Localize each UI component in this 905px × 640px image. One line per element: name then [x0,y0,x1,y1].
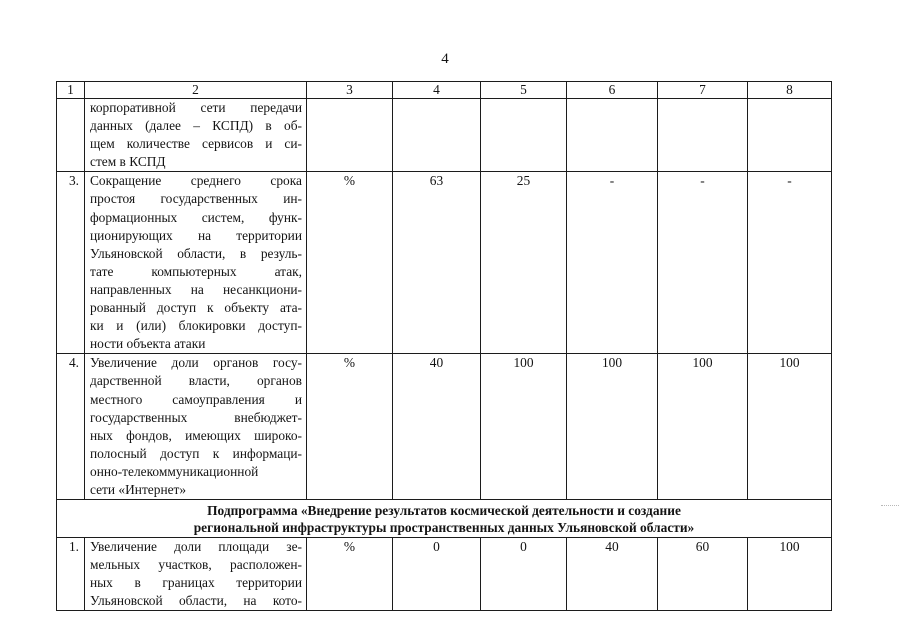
indicator-text-line: дарственной власти, органов [90,373,302,389]
value-cell: - [658,172,748,354]
value-cell [658,99,748,172]
row-number: 1. [57,538,85,611]
value-cell [481,99,567,172]
indicator-text-line: государственных внебюджет- [90,409,302,425]
indicator-text-line: Увеличение доли органов госу- [90,355,302,371]
indicator-text-line: направленных на несанкциони- [90,281,302,297]
column-number-7: 7 [658,82,748,99]
indicator-text-line: онно-телекоммуникационной [90,463,259,479]
value-cell [393,99,481,172]
value-cell: 100 [481,354,567,500]
column-number-3: 3 [307,82,393,99]
value-cell: 100 [748,538,832,611]
value-cell: - [748,172,832,354]
column-number-5: 5 [481,82,567,99]
indicator-text-line: Ульяновской области, на кото- [90,593,302,609]
indicator-text-line: ных фондов, имеющих широко- [90,427,302,443]
indicator-text-line: формационных систем, функ- [90,209,302,225]
indicator-text-line: сети «Интернет» [90,481,187,497]
row-number: 4. [57,354,85,500]
value-cell: 100 [748,354,832,500]
page-number: 4 [441,51,449,67]
indicator-text-line: мельных участков, расположен- [90,557,302,573]
indicator-text-line: рованный доступ к объекту ата- [90,300,302,316]
indicator-text-line: ционирующих на территории [90,227,302,243]
indicator-text-line: стем в КСПД [90,154,166,170]
value-cell: 25 [481,172,567,354]
table-row-4 [57,354,832,500]
table-row-3 [57,172,832,354]
value-cell: 100 [658,354,748,500]
indicator-text-line: щем количестве сервисов и си- [90,136,302,152]
value-cell: 0 [481,538,567,611]
column-number-8: 8 [748,82,832,99]
value-cell: 0 [393,538,481,611]
column-number-2: 2 [85,82,307,99]
table-row-subprogram-1 [57,538,832,611]
subprogram-heading-line: региональной инфраструктуры пространственных данных Ульяновской области» [193,520,695,536]
unit-cell: % [307,172,393,354]
table-row-continuation [57,99,832,172]
indicator-name [85,538,307,611]
indicator-name [85,172,307,354]
value-cell [748,99,832,172]
column-number-6: 6 [567,82,658,99]
indicator-name [85,99,307,172]
scan-margin-mark [881,505,899,509]
value-cell: 40 [393,354,481,500]
indicator-text-line: ки и (или) блокировки доступ- [90,318,302,334]
indicator-name [85,354,307,500]
subprogram-section-row [57,500,832,538]
indicator-text-line: Ульяновской области, в резуль- [90,245,302,261]
subprogram-heading [57,500,832,538]
row-number: 3. [57,172,85,354]
indicator-text-line: местного самоуправления и [90,391,302,407]
indicators-table [56,81,832,611]
unit-cell [307,99,393,172]
unit-cell: % [307,538,393,611]
indicator-text-line: данных (далее – КСПД) в об- [90,118,302,134]
subprogram-heading-line: Подпрограмма «Внедрение результатов космической деятельности и создание [207,503,681,519]
value-cell: 63 [393,172,481,354]
indicator-text-line: корпоративной сети передачи [90,100,302,115]
column-number-1: 1 [57,82,85,99]
value-cell: 40 [567,538,658,611]
value-cell: 100 [567,354,658,500]
value-cell: - [567,172,658,354]
indicator-text-line: полосный доступ к информаци- [90,445,302,461]
column-number-4: 4 [393,82,481,99]
row-number [57,99,85,172]
indicator-text-line: Увеличение доли площади зе- [90,539,302,555]
indicator-text-line: ности объекта атаки [90,336,206,352]
indicator-text-line: Сокращение среднего срока [90,173,302,189]
unit-cell: % [307,354,393,500]
value-cell [567,99,658,172]
indicator-text-line: тате компьютерных атак, [90,263,302,279]
value-cell: 60 [658,538,748,611]
indicator-text-line: ных в границах территории [90,575,302,591]
column-number-header-row [57,82,832,99]
indicator-text-line: простоя государственных ин- [90,191,302,207]
